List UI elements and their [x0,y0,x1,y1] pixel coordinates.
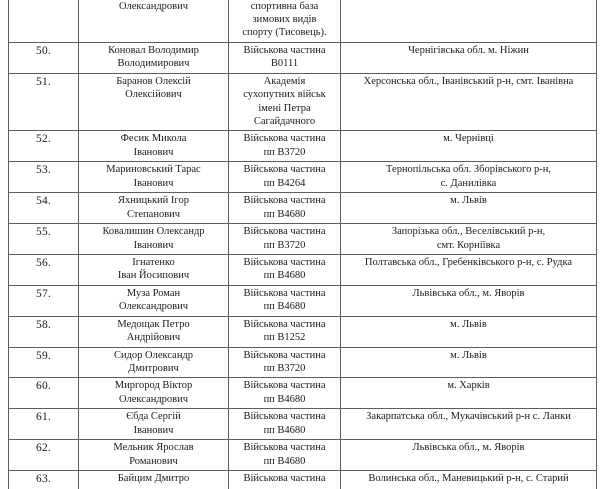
location [341,42,597,73]
military-unit-line: Академія [263,75,306,87]
row-number: 58. [9,316,79,347]
person-name [79,42,229,73]
person-name-line: Олександрович [118,0,189,12]
military-unit-line: Військова частина [243,318,326,330]
person-name-line: Медощак Петро [117,318,190,330]
person-name [79,471,229,489]
location-line: Полтавська обл., Гребенківського р-н, с. Рудка [364,256,573,268]
location-line: м. Львів [450,195,487,207]
row-number: 51. [9,73,79,131]
military-unit-line: Військова частина [243,256,326,268]
military-unit [229,254,341,285]
military-unit-line: пп В3720 [263,363,306,374]
row-number: 54. [9,193,79,224]
military-unit-line: пп В4680 [263,270,306,282]
person-name-line: Баранов Олексій [116,75,191,87]
military-unit-line: Військова частина [243,195,326,207]
location [341,285,597,316]
person-name-line: Коновал Володимир [108,44,199,56]
table-row [9,162,597,193]
person-name-line: Іван Йосипович [117,270,190,282]
row-number: 53. [9,162,79,193]
military-unit-line: Військова частина [243,287,326,299]
military-unit-line: В0111 [270,58,299,70]
location [341,471,597,489]
location [341,316,597,347]
military-unit-line: пп В4680 [263,301,306,313]
location [341,409,597,440]
table-row [9,471,597,489]
person-name [79,162,229,193]
location-line: м. Харків [447,380,490,392]
military-unit-line: імені Петра [258,102,311,114]
military-unit [229,73,341,131]
military-unit [229,224,341,255]
person-name [79,224,229,255]
location [341,0,597,42]
person-name-line: Єбда Сергій [126,411,181,423]
row-number: 56. [9,254,79,285]
location-line: Тернопільська обл. Зборівського р-н, [386,164,551,176]
military-unit [229,440,341,471]
location [341,162,597,193]
row-number: 50. [9,42,79,73]
location-line: смт. Корніївка [436,239,501,251]
person-name-line: Андрійович [126,332,181,344]
person-name [79,347,229,378]
military-unit-line: Військова частина [243,442,326,454]
location-line: Львівська обл., м. Яворів [412,287,525,299]
military-unit-line: пп В4680 [263,455,306,467]
military-unit-line: пп В4680 [263,424,306,436]
person-name-line: Олександрович [118,301,189,313]
person-name-line: Муза Роман [126,287,181,299]
person-name [79,409,229,440]
military-unit-line: спортивна база [250,0,319,12]
military-unit-line: Військова частина [243,380,326,392]
person-name-line: Іванович [133,177,174,189]
military-unit [229,471,341,489]
person-name-line: Мариновський Тарас [106,164,201,176]
military-unit-line: пп В4680 [263,393,306,405]
military-unit-line: пп В1252 [263,332,306,344]
military-unit-line: Військова частина [243,411,326,423]
military-unit [229,0,341,42]
person-name-line: Сидор Олександр [113,349,194,361]
person-name-line: Ковалишин Олександр [102,226,205,238]
person-name-line: Олександрович [118,393,189,405]
military-unit-line: Військова частина [243,349,326,361]
table-row [9,224,597,255]
person-name [79,285,229,316]
location [341,378,597,409]
person-name [79,73,229,131]
military-unit-line: пп В4264 [263,177,306,189]
military-unit-line: пп В3720 [263,239,306,251]
military-unit [229,193,341,224]
personnel-table [8,0,597,489]
military-unit [229,347,341,378]
table-row [9,0,597,42]
military-unit-line: пп В3720 [263,146,306,158]
row-number: 60. [9,378,79,409]
military-unit-line: зимових видів [252,13,317,25]
location-line: с. Данилівка [440,177,497,189]
person-name [79,131,229,162]
person-name-line: Миргород Віктор [114,380,193,392]
table-row [9,42,597,73]
military-unit [229,42,341,73]
location [341,440,597,471]
row-number: 63. [9,471,79,489]
table-row [9,73,597,131]
person-name-line: Іванович [133,424,174,436]
location [341,224,597,255]
location-line: м. Львів [450,349,487,361]
table-row [9,193,597,224]
row-number: 55. [9,224,79,255]
table-row [9,131,597,162]
military-unit-line: Військова частина [243,133,326,145]
table-row [9,254,597,285]
table-row [9,440,597,471]
military-unit-line: Військова частина [243,44,326,56]
person-name-line: Олексійович [125,89,182,101]
location-line: м. Львів [450,318,487,330]
table-row [9,378,597,409]
military-unit [229,162,341,193]
location [341,254,597,285]
person-name-line: Степанович [126,208,181,220]
location-line: Волинська обл., Маневицький р-н, с. Старий [368,473,569,485]
person-name-line: Іванович [133,239,174,251]
person-name-line: Байцим Дмитро [117,473,190,485]
military-unit-line: Військова частина [243,226,326,238]
person-name [79,440,229,471]
row-number: 62. [9,440,79,471]
table-row [9,347,597,378]
person-name [79,254,229,285]
row-number: 57. [9,285,79,316]
military-unit-line: пп В4680 [263,208,306,220]
military-unit-line: Військова частина [243,473,326,485]
person-name [79,0,229,42]
military-unit [229,409,341,440]
military-unit-line: Військова частина [243,164,326,176]
person-name [79,193,229,224]
person-name-line: Іванович [133,146,174,158]
location-line: м. Чернівці [443,133,494,145]
table-row [9,409,597,440]
person-name [79,316,229,347]
location-line: Херсонська обл., Іванівський р-н, смт. Іванівна [363,75,574,87]
location-line: Закарпатська обл., Мукачівський р-н с. Ланки [366,411,571,423]
location-line: Львівська обл., м. Яворів [412,442,525,454]
location [341,131,597,162]
location [341,347,597,378]
person-name-line: Ігнатенко [132,256,175,268]
person-name-line: Дмитрович [128,363,179,374]
table-row [9,285,597,316]
location-line: Запорізька обл., Веселівський р-н, [391,226,546,238]
row-number: 59. [9,347,79,378]
person-name-line: Володимирович [117,58,190,70]
person-name [79,378,229,409]
military-unit [229,378,341,409]
military-unit-line: сухопутних військ [243,89,326,101]
person-name-line: Романович [129,455,178,467]
row-number: 61. [9,409,79,440]
person-name-line: Яхницький Ігор [118,195,189,207]
military-unit [229,131,341,162]
military-unit [229,285,341,316]
location [341,193,597,224]
location-line: Чернігівська обл. м. Ніжин [408,44,529,56]
row-number [9,0,79,42]
military-unit [229,316,341,347]
table-row [9,316,597,347]
military-unit-line: спорту (Тисовець). [242,27,327,39]
location [341,73,597,131]
military-unit-line: Сагайдачного [253,116,316,127]
row-number: 52. [9,131,79,162]
person-name-line: Фесик Микола [120,133,187,145]
person-name-line: Мельник Ярослав [113,442,194,454]
